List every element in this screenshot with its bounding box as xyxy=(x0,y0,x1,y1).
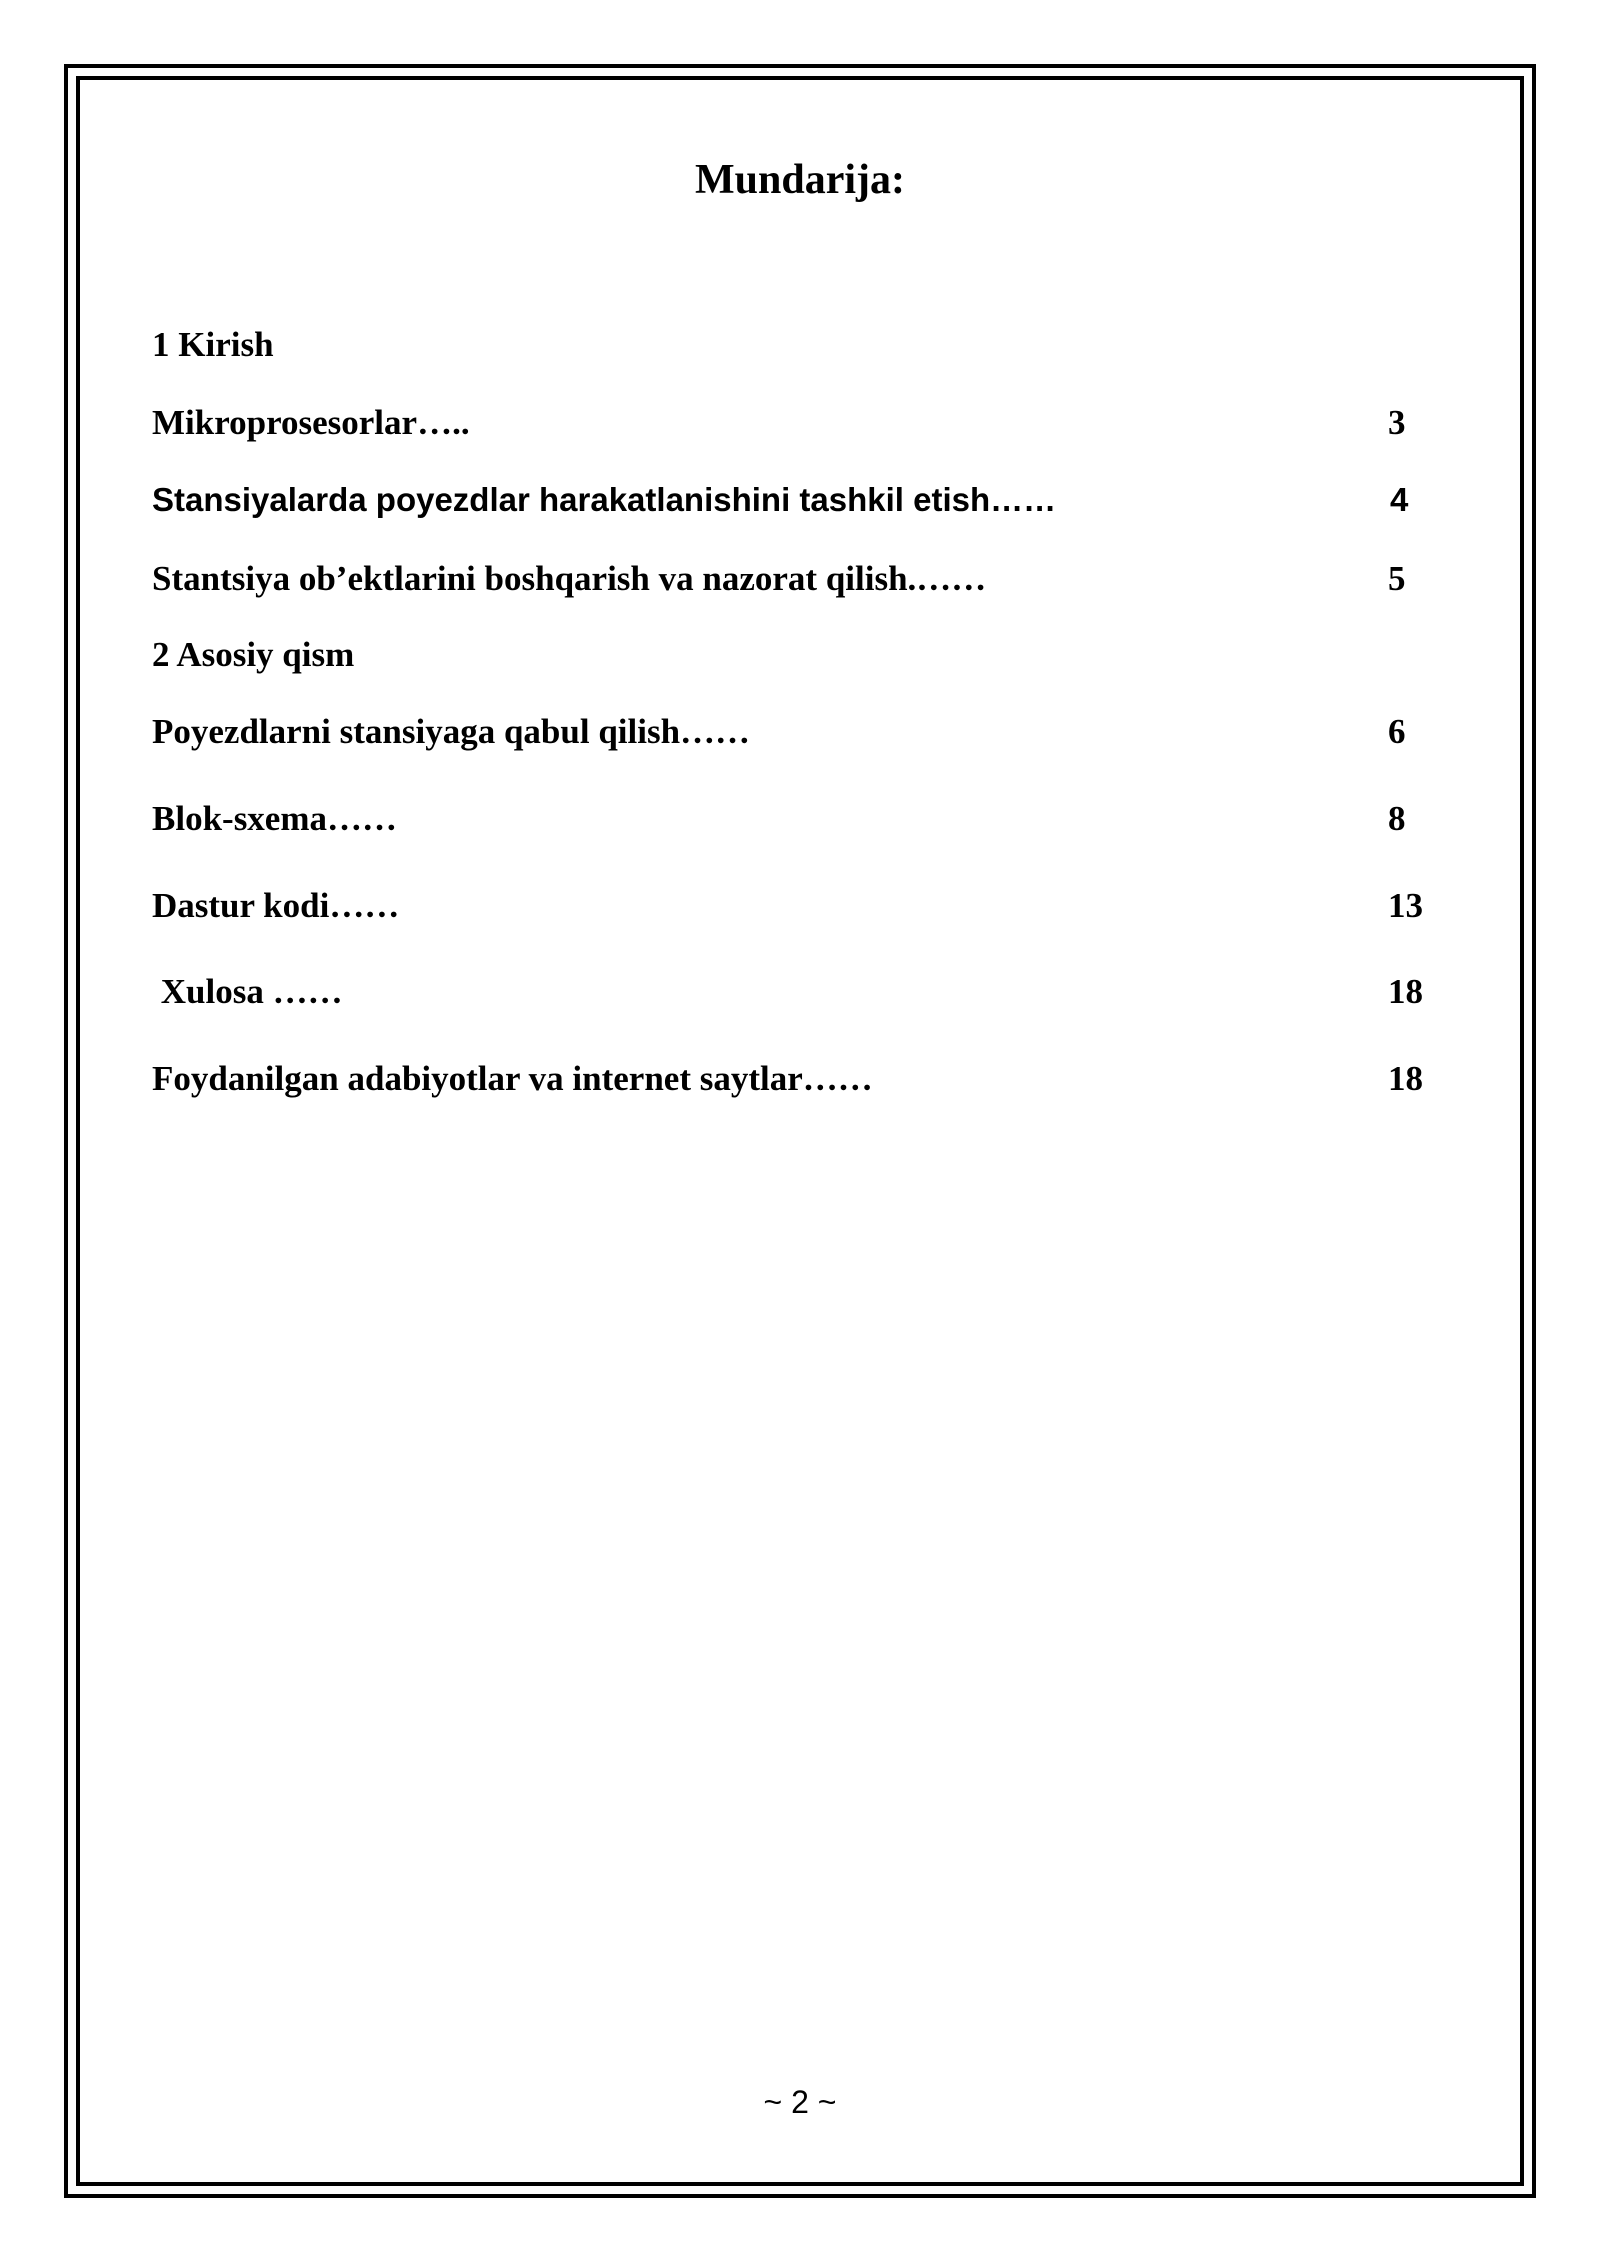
page-title: Mundarija: xyxy=(695,157,905,203)
toc-entry-page: 6 xyxy=(1388,712,1406,751)
toc-entry-label: Stantsiya ob’ektlarini boshqarish va nazorat qilish.…… xyxy=(152,559,987,598)
toc-entry-page: 18 xyxy=(1388,972,1423,1011)
toc-entry-label: Poyezdlarni stansiyaga qabul qilish…… xyxy=(152,712,751,751)
toc-entry-label: 2 Asosiy qism xyxy=(152,635,355,674)
toc-entry-page: 3 xyxy=(1388,403,1406,442)
toc-entry-page: 18 xyxy=(1388,1059,1423,1098)
toc-entry-label: Xulosa …… xyxy=(152,972,343,1011)
toc-entry xyxy=(152,398,1452,448)
toc-entry-page: 4 xyxy=(1390,481,1409,518)
toc-entry-page: 5 xyxy=(1388,559,1406,598)
toc-entry xyxy=(152,881,1452,931)
toc-entry xyxy=(152,707,1452,757)
toc-heading-kirish xyxy=(152,320,1452,370)
toc-entry-label: Blok-sxema…… xyxy=(152,799,397,838)
toc-entry-label: Mikroprosesorlar….. xyxy=(152,403,470,442)
toc-entry xyxy=(152,554,1452,604)
toc-entry xyxy=(152,1054,1452,1104)
toc-heading-asosiy-qism xyxy=(152,630,1452,680)
toc-entry xyxy=(152,967,1452,1017)
toc-entry xyxy=(152,794,1452,844)
toc-entry-label: Stansiyalarda poyezdlar harakatlanishini tashkil etish…… xyxy=(152,481,1057,518)
toc-entry-page: 13 xyxy=(1388,886,1423,925)
toc-entry-page: 8 xyxy=(1388,799,1406,838)
toc-entry xyxy=(152,475,1452,525)
toc-entry-label: 1 Kirish xyxy=(152,325,274,364)
toc-entry-label: Dastur kodi…… xyxy=(152,886,400,925)
page-border-inner xyxy=(76,76,1524,2186)
page-number: ~ 2 ~ xyxy=(763,2084,837,2120)
toc-entry-label: Foydanilgan adabiyotlar va internet saytlar…… xyxy=(152,1059,873,1098)
